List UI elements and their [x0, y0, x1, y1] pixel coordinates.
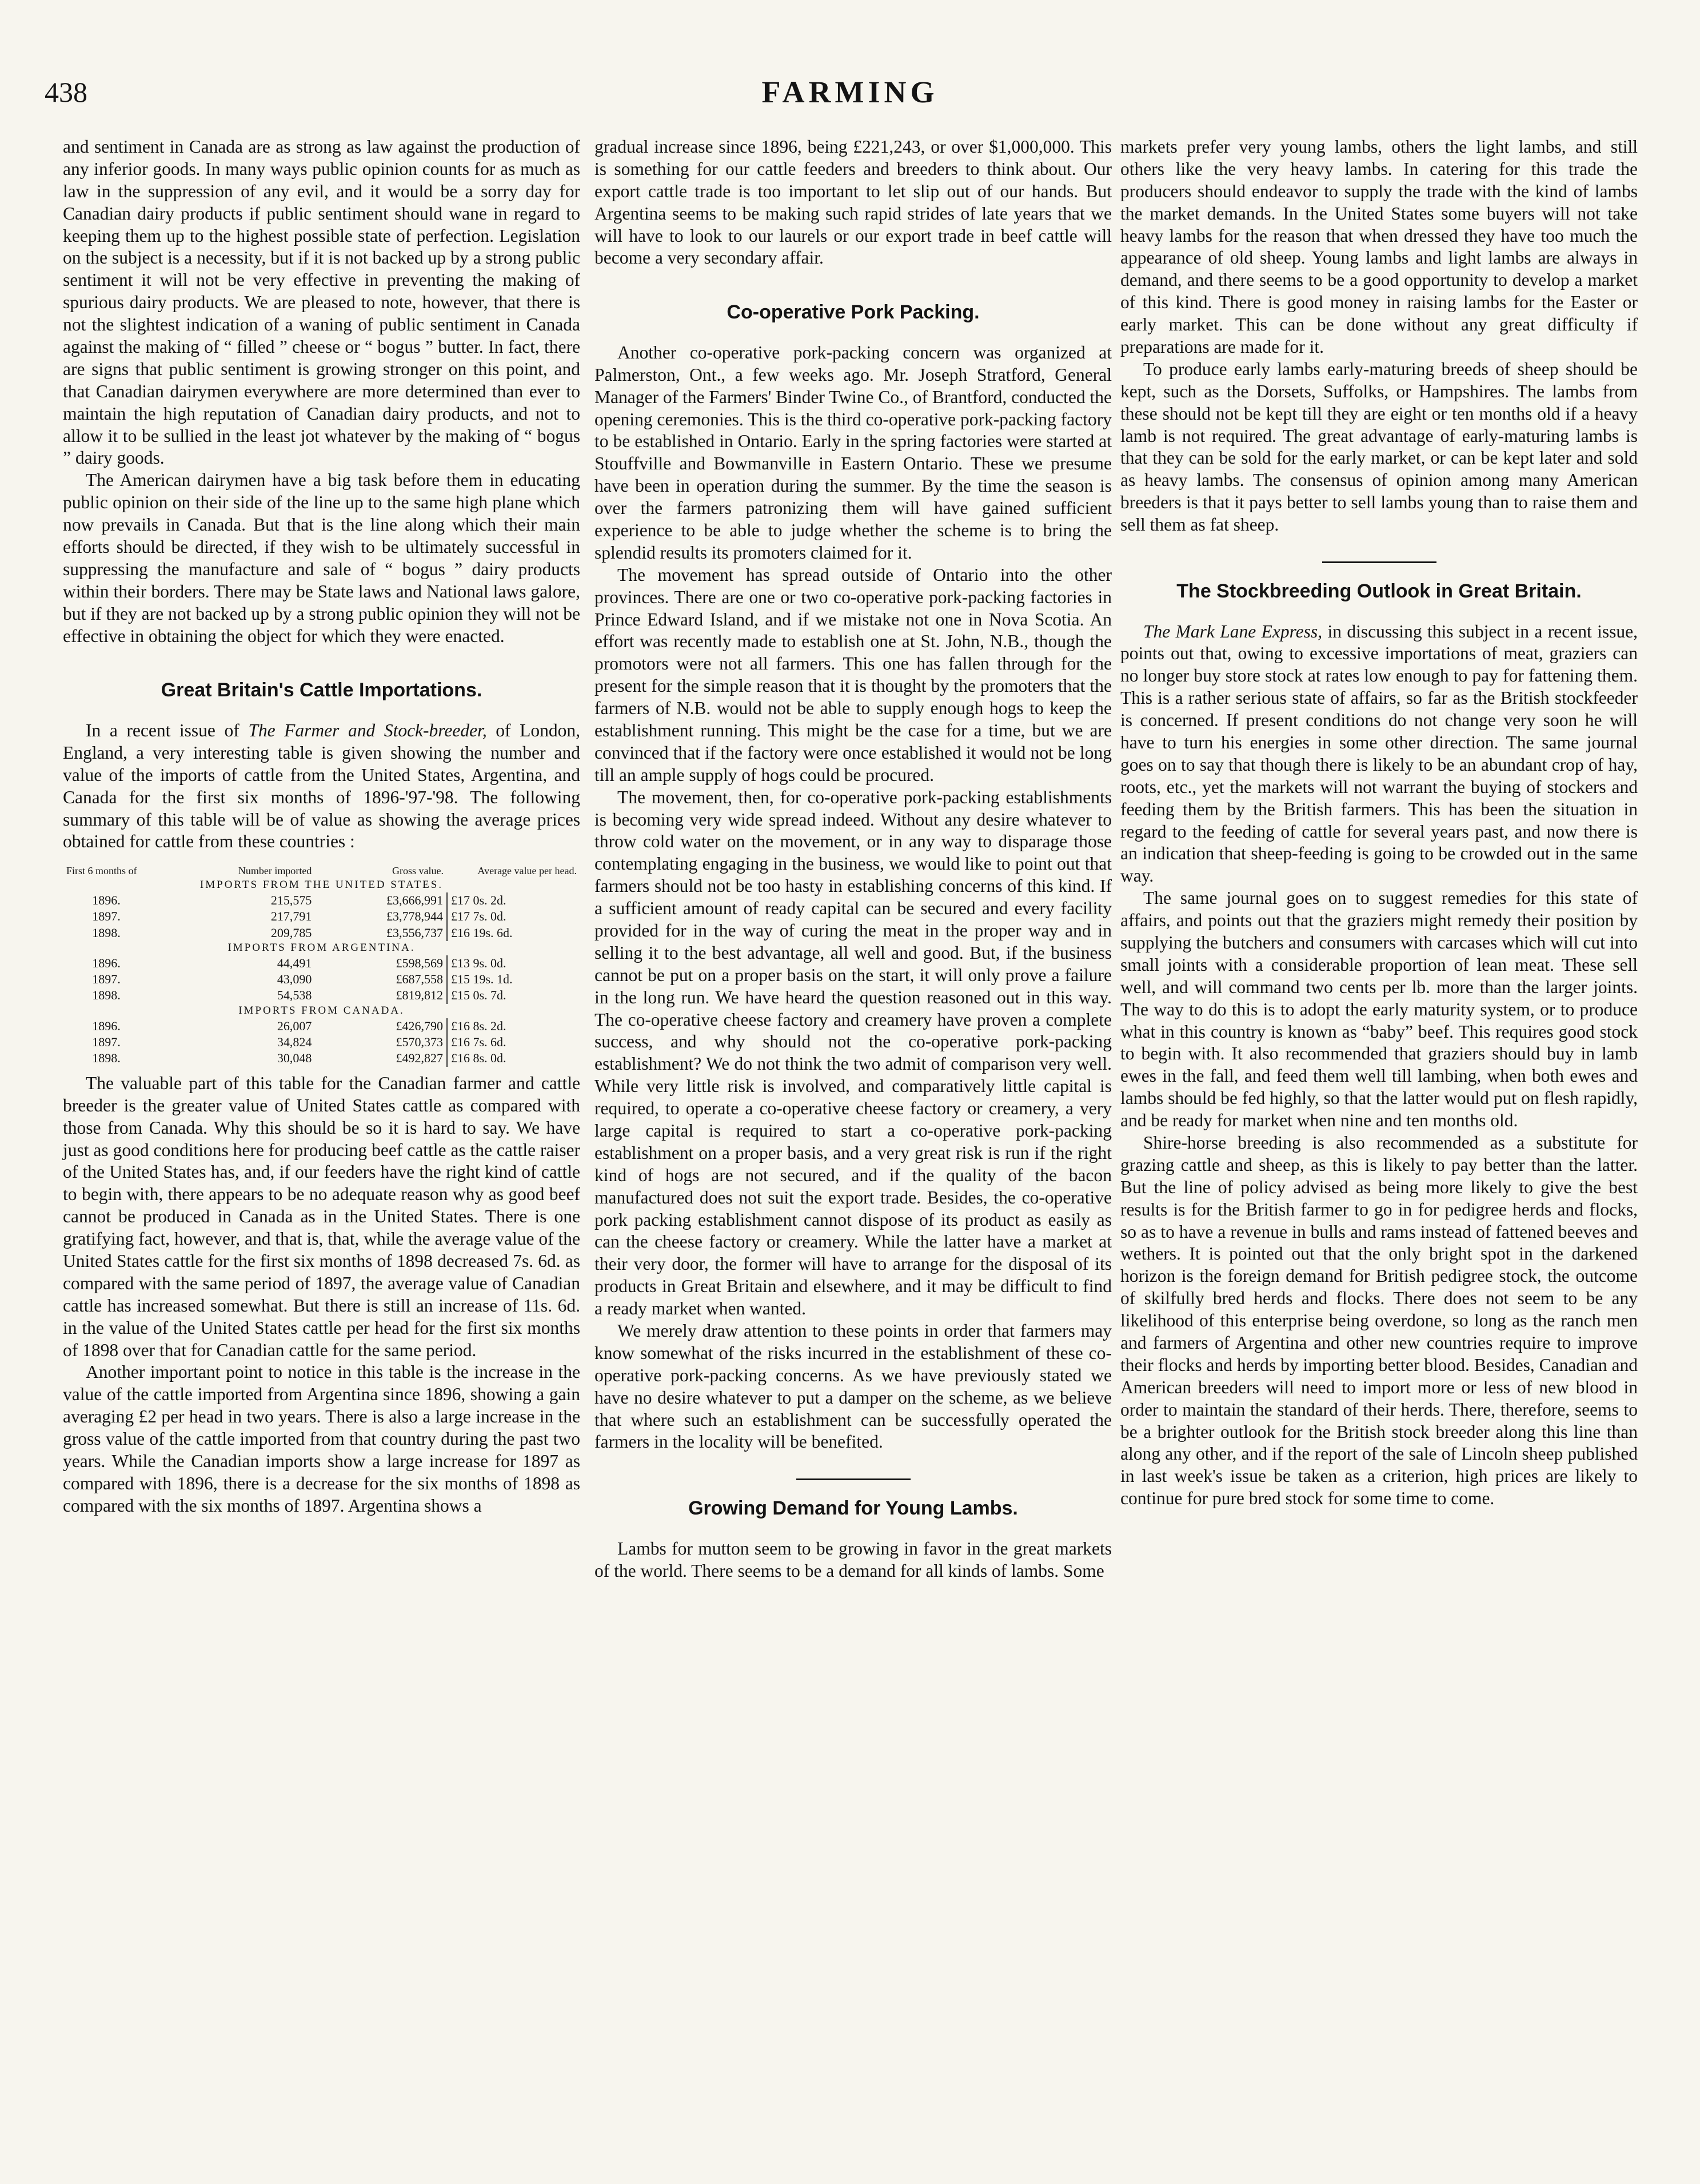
paragraph: To produce early lambs early-maturing breeds of sheep should be kept, such as the Dorsets, Suffolks, or Hampshires. The lambs from these should not be kept till they are eight or ten months old if a heavy lamb is not required. The great advantage of early-maturing lambs is that they can be sold for the early market, or can be kept later and sold as heavy lambs. The consensus of opinion among many American breeders is that it pays better to sell lambs young than to raise them and sell them as fat sheep.: [1120, 358, 1638, 535]
table-row: 1898. 30,048 £492,827 £16 8s. 0d.: [63, 1050, 580, 1066]
section-divider: [796, 1478, 911, 1480]
column-3: [1120, 136, 1638, 1510]
section-heading: Co-operative Pork Packing.: [727, 301, 980, 324]
table-section-caption: IMPORTS FROM ARGENTINA.: [228, 941, 416, 954]
table-row: 1898. 54,538 £819,812 £15 0s. 7d.: [63, 987, 580, 1003]
table-row: 1896. 26,007 £426,790 £16 8s. 2d.: [63, 1018, 580, 1034]
column-1: [63, 136, 580, 1517]
paragraph: The movement has spread outside of Ontario into the other provinces. There are one or two co-operative pork-packing factories in Prince Edward Island, and if we mistake not one in Nova Scotia. An effort was recently made to establish one at St. John, N.B., though the promotors were not all farmers. This one has fallen through for the present for the simple reason that it is thought by the promoters that the farmers of N.B. would not be able to supply enough hogs to keep the establishment running. This might be the case for a time, but we are convinced that if the factory were once established it would not be long till an ample supply of hogs could be procured.: [594, 564, 1112, 785]
table-row: 1897. 217,791 £3,778,944 £17 7s. 0d.: [63, 908, 580, 924]
running-head: FARMING: [761, 75, 939, 109]
section-heading: Growing Demand for Young Lambs.: [688, 1497, 1018, 1520]
table-row: 1896. 215,575 £3,666,991 £17 0s. 2d.: [63, 892, 580, 908]
paragraph: gradual increase since 1896, being £221,243, or over $1,000,000. This is something for our cattle feeders and breeders to think about. Our export cattle trade is too important to let slip out of our hands. But Argentina seems to be making such rapid strides of late years that we will have to look to our laurels or our export trade in beef cattle will become a very secondary affair.: [594, 137, 1112, 268]
paragraph: Another important point to notice in this table is the increase in the value of the cattle imported from Argentina since 1896, showing a gain averaging £2 per head in two years. There is also a large increase in the gross value of the cattle imported from that country during the past two years. While the Canadian imports show a large increase for 1897 as compared with 1896, there is a decrease for the six months of 1898 as compared with the six months of 1897. Argentina shows a: [63, 1362, 580, 1516]
publication-title: The Farmer and Stock-breeder,: [248, 720, 487, 740]
paragraph: markets prefer very young lambs, others the light lambs, and still others like the very heavy lambs. In catering for this trade the producers should endeavor to supply the trade with the kind of lambs the market demands. In the United States some buyers will not take heavy lambs for the reason that when dressed they have too much the appearance of old sheep. Young lambs and light lambs are always in demand, and there seems to be a good opportunity to develop a market of this kind. There is good money in raising lambs for the Easter or early market. This can be done without any great difficulty if preparations are made for it.: [1120, 137, 1638, 357]
paragraph: In a recent issue of The Farmer and Stock-breeder, of London, England, a very interesting table is given showing the number and value of the imports of cattle from the United States, Argentina, and Canada for the first six months of 1896-'97-'98. The following summary of this table will be of value as showing the average prices obtained for cattle from these countries :: [63, 720, 580, 852]
paragraph: The Mark Lane Express, in discussing this subject in a recent issue, points out that, owing to excessive importations of meat, graziers can no longer buy store stock at rates low enough to pay for fattening them. This is a rather serious state of affairs, so far as the British stockfeeder is concerned. If present conditions do not change very soon he will have to turn his energies in some other direction. The same journal goes on to say that though there is likely to be an abundant crop of hay, roots, etc., yet the markets will not warrant the buying of stockers and feeding them by the British farmers. This has been the situation in regard to the feeding of cattle for several years past, and now there is an indication that sheep-feeding is going to be crowded out in the same way.: [1120, 621, 1638, 886]
paragraph: and sentiment in Canada are as strong as law against the production of any inferior goods. In many ways public opinion counts for as much as law in the suppression of any evil, and it would be a sorry day for Canadian dairy products if public sentiment should wane in regard to keeping them up to the highest possible state of perfection. Legislation on the subject is a necessity, but if it is not backed up by a strong public sentiment it will not be very effective in preventing the making of spurious dairy products. We are pleased to note, however, that there is not the slightest indication of a waning of public sentiment in Canada against the making of “ filled ” cheese or “ bogus ” butter. In fact, there are signs that public sentiment is growing stronger on this point, and that Canadian dairymen everywhere are more determined than ever to maintain the high reputation of Canadian dairy products, and not to allow it to be sullied in the least jot whatever by the making of “ bogus ” dairy goods.: [63, 137, 580, 468]
section-heading: Great Britain's Cattle Importations.: [161, 679, 482, 702]
column-header: First 6 months of: [66, 865, 137, 877]
table-row: 1897. 34,824 £570,373 £16 7s. 6d.: [63, 1034, 580, 1050]
paragraph: The American dairymen have a big task before them in educating public opinion on their side of the line up to the same high plane which now prevails in Canada. But that is the line along which their main efforts should be directed, if they wish to be ultimately successful in suppressing the manufacture and sale of “ bogus ” dairy products within their borders. There may be State laws and National laws galore, but if they are not backed up by a strong public opinion they will not be effective in obtaining the object for which they were enacted.: [63, 470, 580, 646]
table-header-row: [63, 864, 580, 878]
table-row: 1896. 44,491 £598,569 £13 9s. 0d.: [63, 955, 580, 971]
table-section-caption: IMPORTS FROM THE UNITED STATES.: [199, 878, 444, 891]
table-section-caption: IMPORTS FROM CANADA.: [238, 1004, 405, 1017]
column-header: Number imported: [238, 865, 312, 877]
section-divider: [1322, 561, 1436, 563]
publication-title: The Mark Lane Express,: [1143, 621, 1323, 641]
imports-table: [63, 864, 580, 1067]
table-row: 1898. 209,785 £3,556,737 £16 19s. 6d.: [63, 925, 580, 941]
paragraph: Another co-operative pork-packing concern was organized at Palmerston, Ont., a few weeks ago. Mr. Joseph Stratford, General Manager of the Farmers' Binder Twine Co., of Brantford, conducted the opening ceremonies. This is the third co-operative pork-packing factory to be established in Ontario. Early in the spring factories were started at Stouffville and Bowmanville in Eastern Ontario. These we presume have been in operation during the summer. By the time the season is over the farmers patronizing them will have gained sufficient experience to be able to judge whether the scheme is to bring the splendid results its promoters claimed for it.: [594, 342, 1112, 563]
column-header: Gross value.: [392, 865, 444, 877]
column-2: [594, 136, 1112, 1583]
table-row: 1897. 43,090 £687,558 £15 19s. 1d.: [63, 971, 580, 987]
paragraph: The valuable part of this table for the Canadian farmer and cattle breeder is the greater value of United States cattle as compared with those from Canada. Why this should be so it is hard to say. We have just as good conditions here for producing beef cattle as the cattle raiser of the United States has, and, if our feeders have the right kind of cattle to begin with, there appears to be no adequate reason why as good beef cannot be produced in Canada as in the United States. There is one gratifying fact, however, and that is, that, while the average value of the United States cattle for the first six months of 1898 decreased 7s. 6d. as compared with the same period of 1897, the average value of Canadian cattle has increased somewhat. But there is still an increase of 11s. 6d. in the value of the United States cattle per head for the first six months of 1898 over that for Canadian cattle for the same period.: [63, 1073, 580, 1360]
paragraph: The movement, then, for co-operative pork-packing establishments is becoming very wide spread indeed. Without any desire whatever to throw cold water on the movement, or in any way to disparage those contemplating engaging in the business, we would like to point out that farmers should not be too hasty in establishing concerns of this kind. If a sufficient amount of ready capital can be secured and every facility provided for in the way of curing the meat in the proper way and in selling it to the best advantage, all well and good. But, if the business cannot be put on a proper basis on the start, it will only prove a failure in the long run. We have heard the question reasoned out in this way. The co-operative cheese factory and creamery have proven a complete success, and why should not the co-operative pork-packing establishment? We do not think the two admit of comparison very well. While very little risk is involved, and comparatively little capital is required, to operate a co-operative cheese factory or creamery, a very large capital is required to start a co-operative pork-packing establishment on a proper basis, and a very great risk is run if the right kind of hogs are not secured, and if the quality of the bacon manufactured does not suit the export trade. Besides, the co-operative pork packing establishment cannot dispose of its product as easily as can the cheese factory or creamery. While the latter have a market at their very door, the former will have to arrange for the disposal of its products in Great Britain and elsewhere, and it may be difficult to find a ready market when wanted.: [594, 787, 1112, 1319]
paragraph: We merely draw attention to these points in order that farmers may know somewhat of the risks incurred in the establishment of these co-operative pork-packing concerns. As we have previously stated we have no desire whatever to put a damper on the scheme, as we believe that where such an establishment can be successfully operated the farmers in the locality will be benefited.: [594, 1321, 1112, 1452]
section-heading: The Stockbreeding Outlook in Great Britain.: [1176, 580, 1582, 603]
page-number: 438: [45, 76, 87, 108]
paragraph: Shire-horse breeding is also recommended as a substitute for grazing cattle and sheep, as this is likely to pay better than the latter. But the line of policy advised as being more likely to give the best results is for the British farmer to go in for pedigree herds and flocks, so as to have a revenue in bulls and rams instead of fattened beeves and wethers. It is pointed out that the only bright spot in the darkened horizon is the foreign demand for British pedigree stock, the outcome of skilfully bred herds and flocks. There does not seem to be any likelihood of this enterprise being overdone, so long as the ranch men and farmers of Argentina and other new countries require to improve their flocks and herds by importing better blood. Besides, Canadian and American breeders will need to import more or less of new blood in order to maintain the standard of their herds. There, therefore, seems to be a brighter outlook for the British stock breeder along this line than along any other, and if the report of the sale of Lincoln sheep published in last week's issue be taken as a criterion, high prices are likely to continue for pure bred stock for some time to come.: [1120, 1133, 1638, 1509]
paragraph: The same journal goes on to suggest remedies for this state of affairs, and points out that the graziers might remedy their position by supplying the butchers and consumers with carcases which will cut into small joints with a considerable proportion of lean meat. These sell well, and will command two cents per lb. more than the larger joints. The way to do this is to adopt the early maturity system, or to produce what in this country is known as “baby” beef. This requires good stock to begin with. It also recommended that graziers should buy in lamb ewes in the fall, and feed them well till lambing, when both ewes and lambs should be fed highly, so that the latter would put on flesh rapidly, and be ready for market when nine and ten months old.: [1120, 888, 1638, 1131]
column-header: Average value per head.: [477, 865, 577, 877]
paragraph: Lambs for mutton seem to be growing in favor in the great markets of the world. There seems to be a demand for all kinds of lambs. Some: [594, 1538, 1112, 1581]
